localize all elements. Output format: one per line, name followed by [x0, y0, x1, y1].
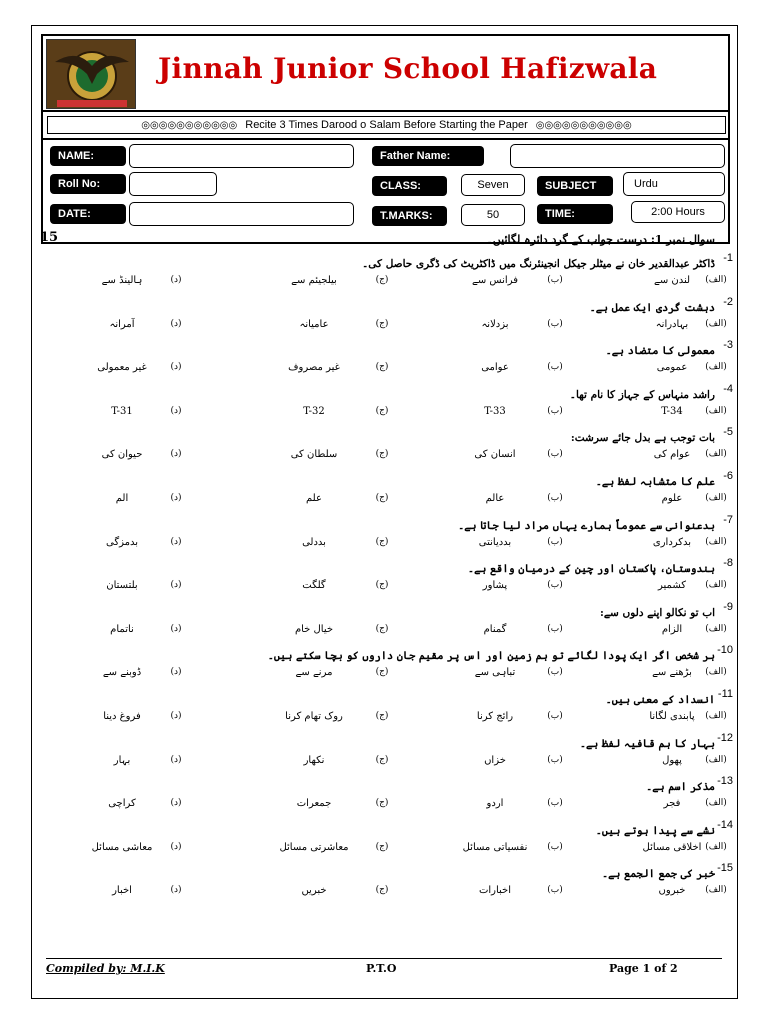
option-marker-d: (د): [170, 362, 182, 373]
compiled-by: Compiled by: M.I.K: [46, 962, 165, 975]
pto-label: P.T.O: [366, 962, 397, 975]
title-row: [43, 36, 728, 112]
option-b[interactable]: گمنام: [483, 623, 507, 635]
option-marker-a: (الف): [705, 885, 727, 896]
option-c[interactable]: معاشرتی مسائل: [279, 841, 349, 853]
subject-label: SUBJECT: [537, 176, 613, 196]
exam-paper: [31, 25, 738, 999]
option-c[interactable]: خبریں: [301, 885, 327, 897]
option-marker-c: (ج): [375, 754, 389, 765]
name-field[interactable]: [129, 144, 354, 168]
option-marker-d: (د): [170, 405, 182, 416]
option-b[interactable]: اردو: [486, 798, 504, 810]
option-a[interactable]: عمومی: [656, 362, 688, 374]
option-marker-d: (د): [170, 623, 182, 634]
option-marker-b: (ب): [547, 275, 563, 285]
time-field[interactable]: 2:00 Hours: [631, 201, 725, 223]
option-marker-d: (د): [170, 449, 182, 460]
option-c[interactable]: روک تھام کرنا: [285, 711, 343, 722]
section-heading: سوال نمبر 1: درست جواب کے گرد دائرہ لگائیں۔: [486, 233, 715, 246]
option-c[interactable]: نکھار: [303, 754, 325, 766]
page-number: Page 1 of 2: [609, 962, 678, 975]
option-marker-b: (ب): [547, 667, 563, 678]
subject-field[interactable]: Urdu: [623, 172, 725, 196]
option-marker-c: (ج): [375, 667, 389, 678]
question-number: -4: [723, 382, 733, 395]
option-b[interactable]: اخبارات: [478, 885, 512, 897]
option-d[interactable]: الم: [115, 493, 129, 504]
name-label: NAME:: [50, 146, 126, 166]
option-marker-b: (ب): [547, 536, 563, 547]
option-d[interactable]: ناتمام: [110, 623, 134, 635]
option-marker-c: (ج): [375, 580, 389, 591]
student-info: [43, 138, 728, 242]
option-c[interactable]: T-32: [303, 405, 325, 417]
option-marker-a: (الف): [705, 623, 727, 634]
date-label: DATE:: [50, 204, 126, 224]
class-label: CLASS:: [372, 176, 447, 196]
option-marker-a: (الف): [705, 841, 727, 852]
question-text: بہار کا ہم قافیہ لفظ ہے۔: [579, 737, 715, 750]
option-d[interactable]: غیر معمولی: [97, 362, 147, 374]
option-a[interactable]: کشمیر: [658, 580, 686, 592]
option-a[interactable]: فجر: [663, 798, 681, 810]
option-d[interactable]: بدمزگی: [105, 536, 138, 548]
banner-decoration-left: ◎◎◎◎◎◎◎◎◎◎◎: [141, 119, 238, 131]
question-marks: 15: [40, 230, 59, 245]
banner-decoration-right: ◎◎◎◎◎◎◎◎◎◎◎: [535, 119, 632, 131]
option-marker-d: (د): [170, 275, 182, 285]
option-marker-c: (ج): [375, 536, 389, 547]
option-a[interactable]: بہادرانہ: [655, 318, 689, 330]
option-marker-a: (الف): [705, 667, 727, 678]
option-c[interactable]: غیر مصروف: [288, 362, 340, 374]
option-marker-b: (ب): [547, 798, 563, 809]
option-marker-a: (الف): [705, 754, 727, 765]
question-text: ہندوستان، پاکستان اور چین کے درمیان واقع ہے۔: [467, 563, 715, 576]
option-marker-d: (د): [170, 754, 182, 765]
option-marker-a: (الف): [705, 798, 727, 809]
father-name-field[interactable]: [510, 144, 725, 168]
option-c[interactable]: عامیانہ: [299, 318, 329, 330]
question-text: خبر کی جمع الجمع ہے۔: [601, 868, 715, 881]
paper-header: [41, 34, 730, 244]
option-a[interactable]: بدکرداری: [652, 536, 692, 548]
roll-no-field[interactable]: [129, 172, 217, 196]
question-text: مذکر اسم ہے۔: [646, 781, 715, 794]
option-d[interactable]: ڈوبنے سے: [102, 667, 142, 679]
option-marker-a: (الف): [705, 536, 727, 547]
option-d[interactable]: کراچی: [108, 798, 136, 810]
option-b[interactable]: فرانس سے: [471, 275, 519, 286]
option-c[interactable]: خیال خام: [294, 623, 334, 635]
option-marker-d: (د): [170, 536, 182, 547]
question-text: بدعنوانی سے عموماً ہمارے یہاں مراد لیا جاتا ہے۔: [458, 519, 715, 532]
question-text: انسداد کے معنی ہیں۔: [605, 694, 715, 706]
option-a[interactable]: پھول: [662, 754, 682, 766]
option-c[interactable]: گلگت: [302, 580, 326, 592]
option-a[interactable]: الزام: [661, 623, 683, 635]
question-text: ہر شخص اگر ایک پودا لگائے تو ہم زمین اور اس پر مقیم جان داروں کو بچا سکتے ہیں۔: [267, 650, 715, 663]
option-marker-b: (ب): [547, 580, 563, 591]
option-marker-c: (ج): [375, 405, 389, 416]
option-marker-a: (الف): [705, 449, 727, 460]
option-marker-d: (د): [170, 885, 182, 896]
question-number: -15: [717, 862, 733, 875]
option-marker-c: (ج): [375, 362, 389, 373]
option-d[interactable]: آمرانہ: [109, 318, 135, 330]
option-d[interactable]: ہالینڈ سے: [101, 275, 143, 286]
option-marker-d: (د): [170, 318, 182, 329]
option-b[interactable]: رائج کرنا: [476, 711, 514, 722]
school-logo: [46, 39, 136, 109]
option-c[interactable]: بددلی: [302, 536, 326, 548]
option-b[interactable]: تباہی سے: [474, 667, 516, 679]
option-c[interactable]: بیلجیئم سے: [291, 275, 337, 286]
question-number: -11: [717, 688, 733, 700]
option-b[interactable]: خزاں: [484, 754, 506, 766]
question-text: ڈاکٹر عبدالقدیر خان نے میٹلر جیکل انجینئرنگ میں ڈاکٹریٹ کی ڈگری حاصل کی۔: [362, 258, 715, 270]
option-marker-c: (ج): [375, 493, 389, 503]
time-label: TIME:: [537, 204, 613, 224]
option-c[interactable]: جمعرات: [296, 798, 332, 810]
option-marker-a: (الف): [705, 275, 727, 285]
option-d[interactable]: فروغ دینا: [103, 711, 141, 722]
question-number: -7: [723, 513, 733, 526]
school-title: Jinnah Junior School Hafizwala: [158, 52, 658, 85]
option-marker-c: (ج): [375, 449, 389, 460]
option-marker-b: (ب): [547, 318, 563, 329]
option-marker-c: (ج): [375, 841, 389, 852]
darood-banner: [47, 116, 726, 134]
option-marker-d: (د): [170, 667, 182, 678]
option-marker-b: (ب): [547, 362, 563, 373]
option-a[interactable]: علوم: [661, 493, 683, 504]
class-field[interactable]: Seven: [461, 174, 525, 196]
option-a[interactable]: خبروں: [658, 885, 686, 897]
option-marker-d: (د): [170, 711, 182, 721]
option-marker-c: (ج): [375, 711, 389, 721]
option-marker-d: (د): [170, 580, 182, 591]
option-marker-b: (ب): [547, 405, 563, 416]
question-text: علم کا متشابہ لفظ ہے۔: [595, 476, 715, 488]
option-b[interactable]: بزدلانہ: [481, 318, 509, 330]
question-number: -8: [723, 557, 733, 570]
option-marker-d: (د): [170, 798, 182, 809]
option-marker-a: (الف): [705, 580, 727, 591]
option-marker-a: (الف): [705, 711, 727, 721]
question-number: -5: [723, 426, 733, 439]
option-marker-c: (ج): [375, 798, 389, 809]
question-number: -2: [723, 295, 733, 308]
question-number: -14: [717, 818, 733, 831]
option-c[interactable]: علم: [306, 493, 322, 504]
option-b[interactable]: نفسیاتی مسائل: [462, 841, 528, 853]
option-c[interactable]: سلطان کی: [290, 449, 338, 461]
option-marker-d: (د): [170, 841, 182, 852]
question-text: نشے سے پیدا ہوتے ہیں۔: [595, 824, 715, 837]
question-number: -6: [723, 470, 733, 482]
total-marks-label: T.MARKS:: [372, 206, 447, 226]
option-marker-b: (ب): [547, 493, 563, 503]
date-field[interactable]: [129, 202, 354, 226]
option-marker-b: (ب): [547, 885, 563, 896]
option-a[interactable]: لندن سے: [653, 275, 691, 286]
option-marker-c: (ج): [375, 885, 389, 896]
option-marker-d: (د): [170, 493, 182, 503]
footer-divider: [46, 958, 722, 959]
total-marks-field[interactable]: 50: [461, 204, 525, 226]
option-d[interactable]: حیوان کی: [101, 449, 143, 461]
father-name-label: Father Name:: [372, 146, 484, 166]
roll-no-label: Roll No:: [50, 174, 126, 194]
option-a[interactable]: عوام کی: [653, 449, 691, 461]
option-marker-a: (الف): [705, 362, 727, 373]
option-marker-a: (الف): [705, 405, 727, 416]
question-text: بات توجب ہے بدل جائے سرشت:: [570, 432, 715, 445]
option-marker-b: (ب): [547, 754, 563, 765]
option-a[interactable]: بڑھنے سے: [652, 667, 692, 679]
option-marker-a: (الف): [705, 318, 727, 329]
question-text: معمولی کا متضاد ہے۔: [605, 345, 715, 358]
option-d[interactable]: T-31: [111, 405, 133, 417]
question-number: -12: [717, 731, 733, 744]
option-marker-b: (ب): [547, 449, 563, 460]
option-c[interactable]: مرنے سے: [295, 667, 333, 679]
option-a[interactable]: T-34: [661, 405, 683, 417]
option-marker-b: (ب): [547, 841, 563, 852]
option-d[interactable]: معاشی مسائل: [91, 841, 153, 853]
option-marker-b: (ب): [547, 623, 563, 634]
question-text: راشد منہاس کے جہاز کا نام تھا۔: [569, 388, 715, 401]
option-d[interactable]: اخبار: [112, 885, 132, 897]
option-a[interactable]: پابندی لگانا: [649, 711, 695, 722]
option-d[interactable]: بلتستان: [106, 580, 138, 592]
option-b[interactable]: پشاور: [482, 580, 508, 592]
option-b[interactable]: عوامی: [481, 362, 509, 374]
question-number: -13: [717, 775, 733, 788]
option-a[interactable]: اخلاقی مسائل: [642, 841, 702, 853]
option-b[interactable]: T-33: [484, 405, 506, 417]
option-marker-c: (ج): [375, 275, 389, 285]
option-marker-c: (ج): [375, 623, 389, 634]
option-marker-c: (ج): [375, 318, 389, 329]
question-number: -9: [723, 600, 733, 613]
option-d[interactable]: بہار: [113, 754, 131, 766]
banner-text: Recite 3 Times Darood o Salam Before Starting the Paper: [245, 119, 528, 131]
question-text: دہشت گردی ایک عمل ہے۔: [589, 301, 715, 314]
question-number: -3: [723, 339, 733, 352]
question-number: -1: [723, 252, 733, 264]
option-marker-b: (ب): [547, 711, 563, 721]
option-marker-a: (الف): [705, 493, 727, 503]
option-b[interactable]: عالم: [485, 493, 505, 504]
question-text: اب تو نکالو اپنے دلوں سے:: [600, 606, 715, 619]
question-number: -10: [717, 644, 733, 657]
option-b[interactable]: بددیانتی: [478, 536, 512, 548]
option-b[interactable]: انسان کی: [474, 449, 516, 461]
